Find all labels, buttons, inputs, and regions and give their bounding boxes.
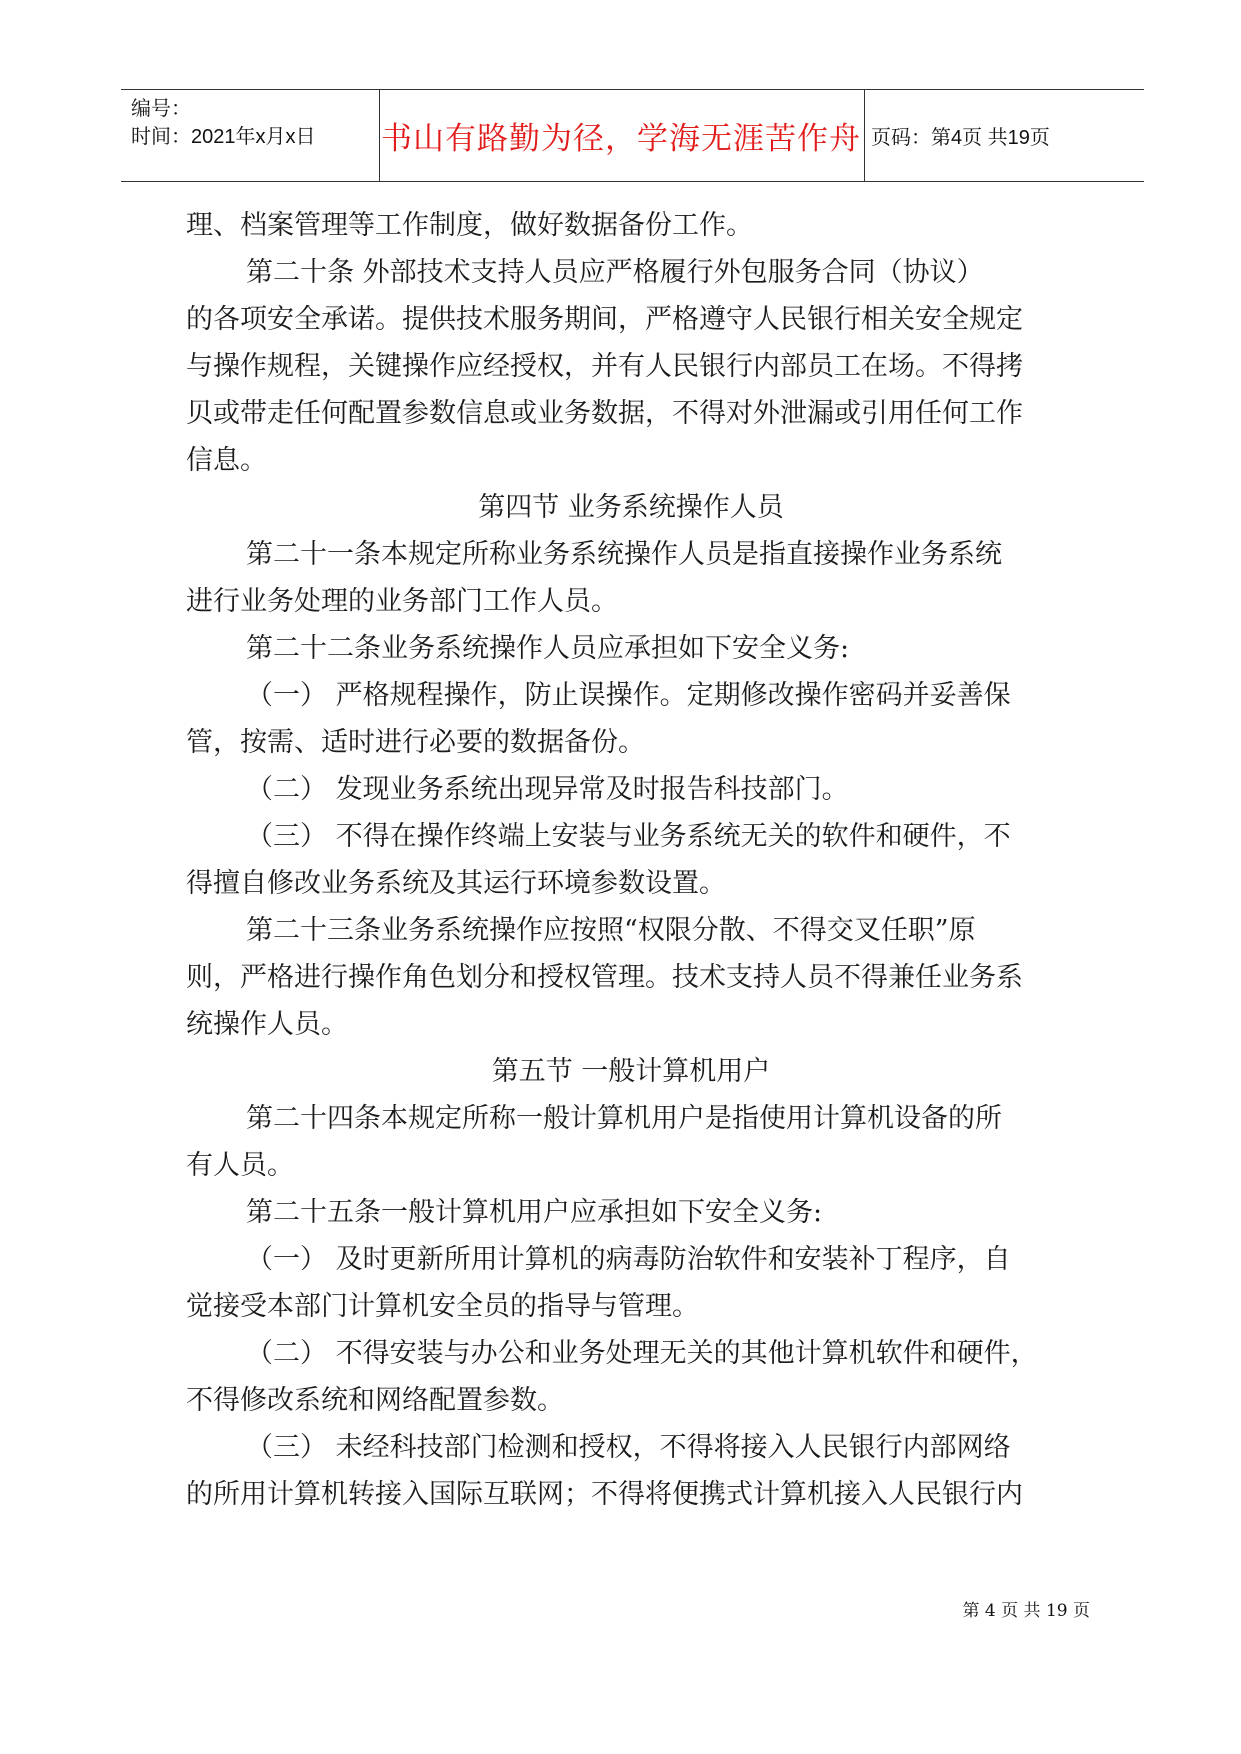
page-footer: 第 4 页 共 19 页	[962, 1601, 1090, 1621]
body-line: 进行业务处理的业务部门工作人员。	[186, 586, 618, 617]
article-20-heading: 第二十条 外部技术支持人员应严格履行外包服务合同（协议）	[246, 257, 984, 288]
article-21-heading: 第二十一条本规定所称业务系统操作人员是指直接操作业务系统	[246, 539, 1002, 570]
document-date: 时间：2021年x月x日	[131, 126, 316, 148]
body-line: 理、档案管理等工作制度，做好数据备份工作。	[186, 210, 753, 241]
clause-item: （二） 发现业务系统出现异常及时报告科技部门。	[246, 774, 849, 805]
body-line: 有人员。	[186, 1150, 294, 1181]
body-line: 则，严格进行操作角色划分和授权管理。技术支持人员不得兼任业务系	[186, 962, 1023, 993]
section-5-heading: 第五节 一般计算机用户	[491, 1056, 771, 1087]
body-line: 与操作规程，关键操作应经授权，并有人民银行内部员工在场。不得拷	[186, 351, 1023, 382]
clause-item: （三） 未经科技部门检测和授权，不得将接入人民银行内部网络	[246, 1432, 1011, 1463]
body-line: 觉接受本部门计算机安全员的指导与管理。	[186, 1291, 699, 1322]
body-line: 管，按需、适时进行必要的数据备份。	[186, 727, 645, 758]
article-22-heading: 第二十二条业务系统操作人员应承担如下安全义务:	[246, 633, 850, 664]
section-4-heading: 第四节 业务系统操作人员	[478, 492, 784, 523]
article-25-heading: 第二十五条一般计算机用户应承担如下安全义务:	[246, 1197, 823, 1228]
clause-item: （一） 严格规程操作，防止误操作。定期修改操作密码并妥善保	[246, 680, 1011, 711]
clause-item: （二） 不得安装与办公和业务处理无关的其他计算机软件和硬件，	[246, 1338, 1038, 1369]
body-line: 贝或带走任何配置参数信息或业务数据，不得对外泄漏或引用任何工作	[186, 398, 1023, 429]
header-motto: 书山有路勤为径，学海无涯苦作舟	[381, 121, 861, 157]
body-line: 信息。	[186, 445, 267, 476]
clause-item: （三） 不得在操作终端上安装与业务系统无关的软件和硬件，不	[246, 821, 1011, 852]
document-number-label: 编号：	[131, 98, 191, 120]
header-divider	[864, 90, 865, 181]
clause-item: （一） 及时更新所用计算机的病毒防治软件和安装补丁程序，自	[246, 1244, 1011, 1275]
body-line: 不得修改系统和网络配置参数。	[186, 1385, 564, 1416]
body-line: 得擅自修改业务系统及其运行环境参数设置。	[186, 868, 726, 899]
body-line: 的各项安全承诺。提供技术服务期间，严格遵守人民银行相关安全规定	[186, 304, 1023, 335]
body-line: 的所用计算机转接入国际互联网；不得将便携式计算机接入人民银行内	[186, 1479, 1023, 1510]
header-meta	[131, 95, 316, 151]
header-divider	[379, 90, 380, 181]
article-23-heading: 第二十三条业务系统操作应按照“权限分散、不得交叉任职”原	[246, 915, 976, 946]
document-header	[121, 89, 1144, 182]
article-24-heading: 第二十四条本规定所称一般计算机用户是指使用计算机设备的所	[246, 1103, 1002, 1134]
header-page-number: 页码：第4页 共19页	[871, 127, 1050, 149]
body-line: 统操作人员。	[186, 1009, 348, 1040]
